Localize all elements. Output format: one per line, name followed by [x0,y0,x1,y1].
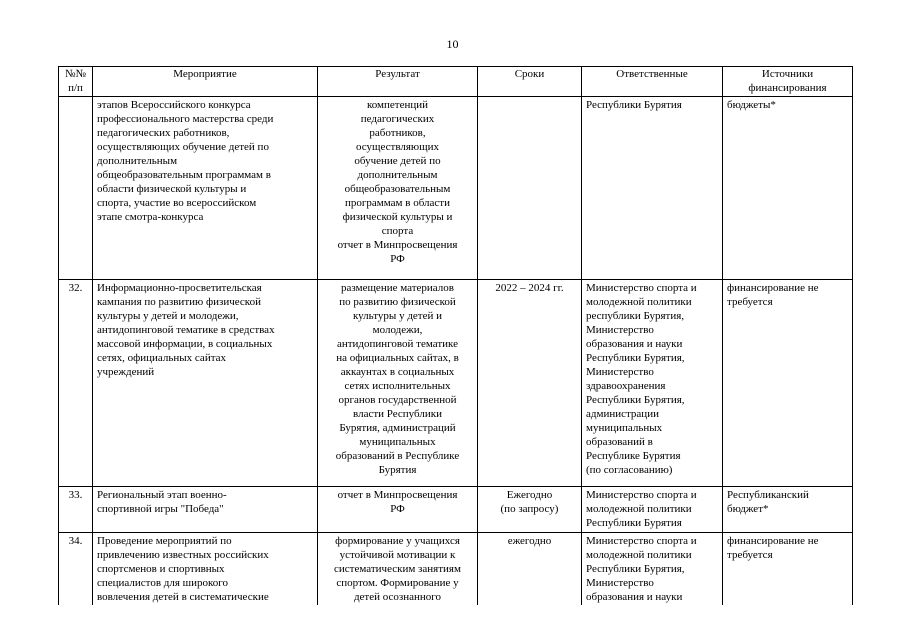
row-sources: бюджеты* [723,97,853,280]
header-term: Сроки [478,67,582,97]
row-term: ежегодно [478,533,582,606]
row-result: формирование у учащихся устойчивой мотивации к систематическим занятиям спортом. Формирование у детей осознанного [318,533,478,606]
row-event: Проведение мероприятий по привлечению известных российских спортсменов и спортивных специалистов для широкого вовлечения детей в систематические [93,533,318,606]
header-responsible: Ответственные [582,67,723,97]
row-responsible: Республики Бурятия [582,97,723,280]
header-sources: Источники финансирования [723,67,853,97]
row-sources: Республиканский бюджет* [723,487,853,533]
events-table [58,66,853,605]
table-row [59,533,853,606]
row-result: отчет в Минпросвещения РФ [318,487,478,533]
table-row [59,280,853,487]
row-sources: финансирование не требуется [723,533,853,606]
header-event: Мероприятие [93,67,318,97]
row-responsible: Министерство спорта и молодежной политики республики Бурятия, Министерство образования и науки Республики Бурятия, Министерство здравоохранения Республики Бурятия, администрации муниципальных образований в Республике Бурятия (по согласованию) [582,280,723,487]
row-sources: финансирование не требуется [723,280,853,487]
row-result: компетенций педагогических работников, осуществляющих обучение детей по дополнительным общеобразовательным программам в области физической культуры и спорта отчет в Минпросвещения РФ [318,97,478,280]
row-num: 34. [59,533,93,606]
row-num: 33. [59,487,93,533]
row-event: Информационно-просветительская кампания по развитию физической культуры у детей и молодежи, антидопинговой тематике в средствах массовой информации, в социальных сетях, официальных сайтах учреждений [93,280,318,487]
row-num [59,97,93,280]
table-row [59,487,853,533]
page-number: 10 [446,37,459,51]
header-num: №№ п/п [59,67,93,97]
row-responsible: Министерство спорта и молодежной политики Республики Бурятия [582,487,723,533]
row-num: 32. [59,280,93,487]
row-result: размещение материалов по развитию физической культуры у детей и молодежи, антидопинговой тематике на официальных сайтах, в аккаунтах в социальных сетях исполнительных органов государственной власти Республики Бурятия, администраций муниципальных образований в Республике Бурятия [318,280,478,487]
row-event: Региональный этап военно- спортивной игры "Победа" [93,487,318,533]
row-term: Ежегодно (по запросу) [478,487,582,533]
row-event: этапов Всероссийского конкурса профессионального мастерства среди педагогических работников, осуществляющих обучение детей по дополнительным общеобразовательным программам в области физической культуры и спорта, участие во всероссийском этапе смотра-конкурса [93,97,318,280]
row-term [478,97,582,280]
table-row [59,97,853,280]
header-result: Результат [318,67,478,97]
row-responsible: Министерство спорта и молодежной политики Республики Бурятия, Министерство образования и науки [582,533,723,606]
row-term: 2022 – 2024 гг. [478,280,582,487]
table-header-row [59,67,853,97]
